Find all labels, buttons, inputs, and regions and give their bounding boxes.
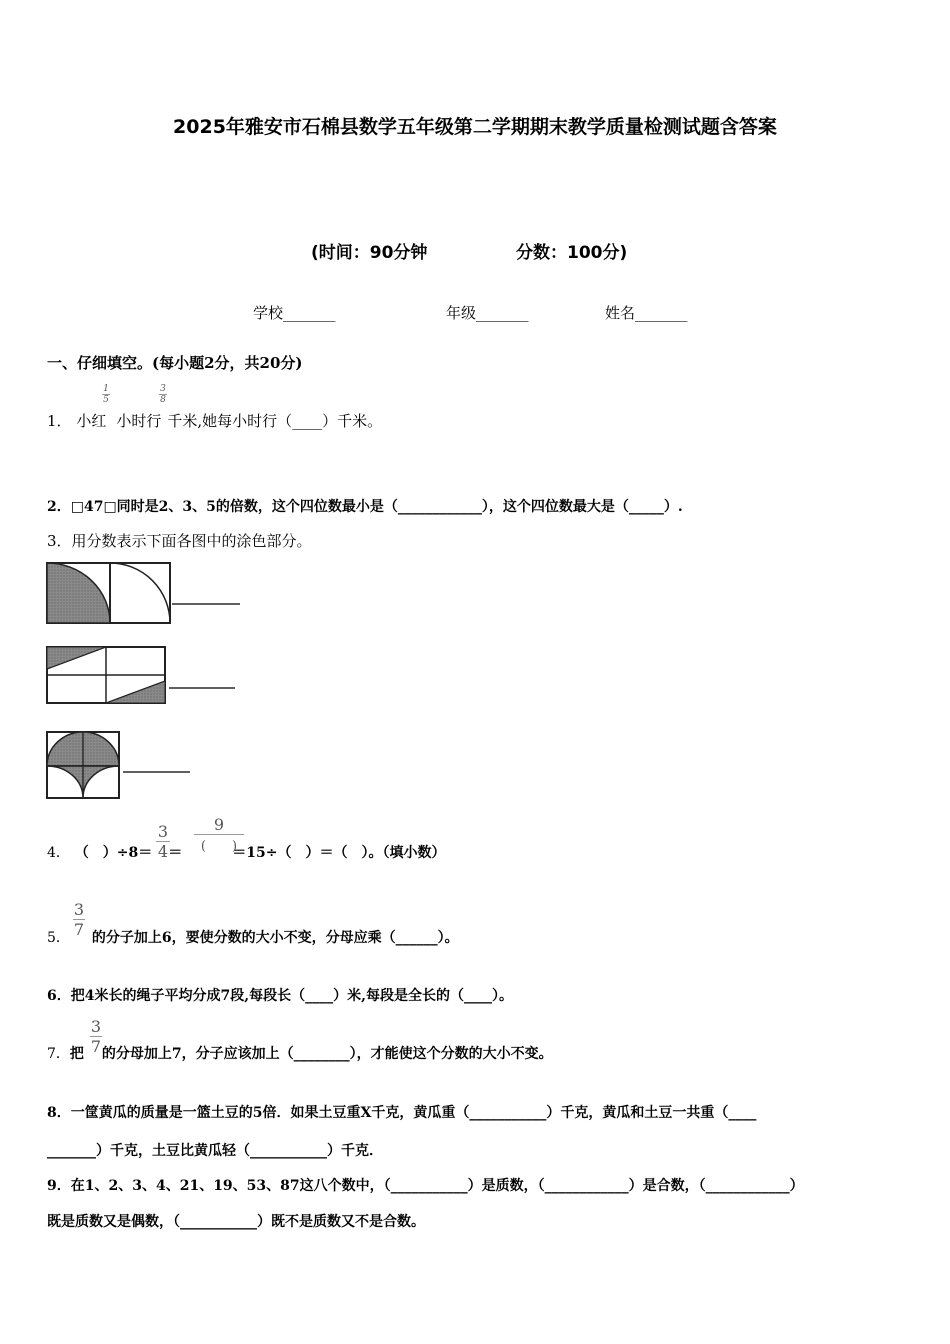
question-number: 1． <box>47 412 72 430</box>
figure-triangles <box>45 645 245 707</box>
question-1 <box>47 410 382 431</box>
q4-text-part: ＝15÷（ ）＝（ ）。（填小数） <box>232 845 446 861</box>
figure-quarter-circles <box>45 560 245 630</box>
name-field: 姓名_______ <box>605 304 688 322</box>
page-title: 2025年雅安市石棉县数学五年级第二学期期末教学质量检测试题含答案 <box>173 116 777 138</box>
q4-text-part: ＝ <box>168 845 183 861</box>
question-4 <box>47 842 446 862</box>
q7-text-part: 的分母加上7，分子应该加上（________），才能使这个分数的大小不变。 <box>101 1046 553 1062</box>
question-9-line-2: 既是质数又是偶数，（___________）既不是质数又不是合数。 <box>47 1214 425 1230</box>
school-field: 学校_______ <box>253 304 336 322</box>
score-label: 分数：100分) <box>516 243 628 263</box>
fraction: $\frac{1}{5}$ <box>103 384 109 405</box>
question-number: 7． <box>47 1046 70 1062</box>
question-8-line-1: 8．一筐黄瓜的质量是一篮土豆的5倍．如果土豆重X千克，黄瓜重（___________）千克，黄瓜和土豆一共重（____ <box>47 1105 757 1121</box>
fraction: $\frac{3}{7}$ <box>90 1017 102 1056</box>
q7-text-part: 把 <box>69 1046 84 1062</box>
section-heading: 一、仔细填空。(每小题2分，共20分) <box>47 354 303 372</box>
question-3: 3．用分数表示下面各图中的涂色部分。 <box>47 532 312 550</box>
question-2: 2．□47□同时是2、3、5的倍数，这个四位数最小是（____________），这个四位数最大是（_____）. <box>47 499 683 515</box>
q1-text-part: 小红 <box>76 412 107 430</box>
fraction: $\frac{3}{4}$ <box>157 822 169 861</box>
q4-text-part: （ ）÷8＝ <box>74 845 153 861</box>
question-number: 5． <box>47 930 70 946</box>
question-5 <box>47 927 459 947</box>
question-number: 4． <box>47 845 70 861</box>
fraction: $\frac{3}{8}$ <box>160 384 166 405</box>
question-8-line-2: _______）千克，土豆比黄瓜轻（___________）千克． <box>47 1143 383 1159</box>
q1-text-part: 千米,她每小时行（____）千米。 <box>167 412 383 430</box>
figure-semicircles <box>45 728 195 800</box>
question-7 <box>47 1043 553 1063</box>
grade-field: 年级_______ <box>446 304 529 322</box>
question-9-line-1: 9．在1、2、3、4、21、19、53、87这八个数中，（___________）是质数，（____________）是合数，（____________） <box>47 1178 804 1194</box>
fraction: $\frac{3}{7}$ <box>73 900 85 939</box>
fraction: 9 ( ) <box>194 815 244 854</box>
time-label: (时间：90分钟 <box>311 243 428 263</box>
question-6: 6．把4米长的绳子平均分成7段,每段长（____）米,每段是全长的（____）。 <box>47 988 513 1004</box>
q5-text: 的分子加上6，要使分数的大小不变，分母应乘（______）。 <box>91 930 459 946</box>
q1-text-part: 小时行 <box>116 412 162 430</box>
